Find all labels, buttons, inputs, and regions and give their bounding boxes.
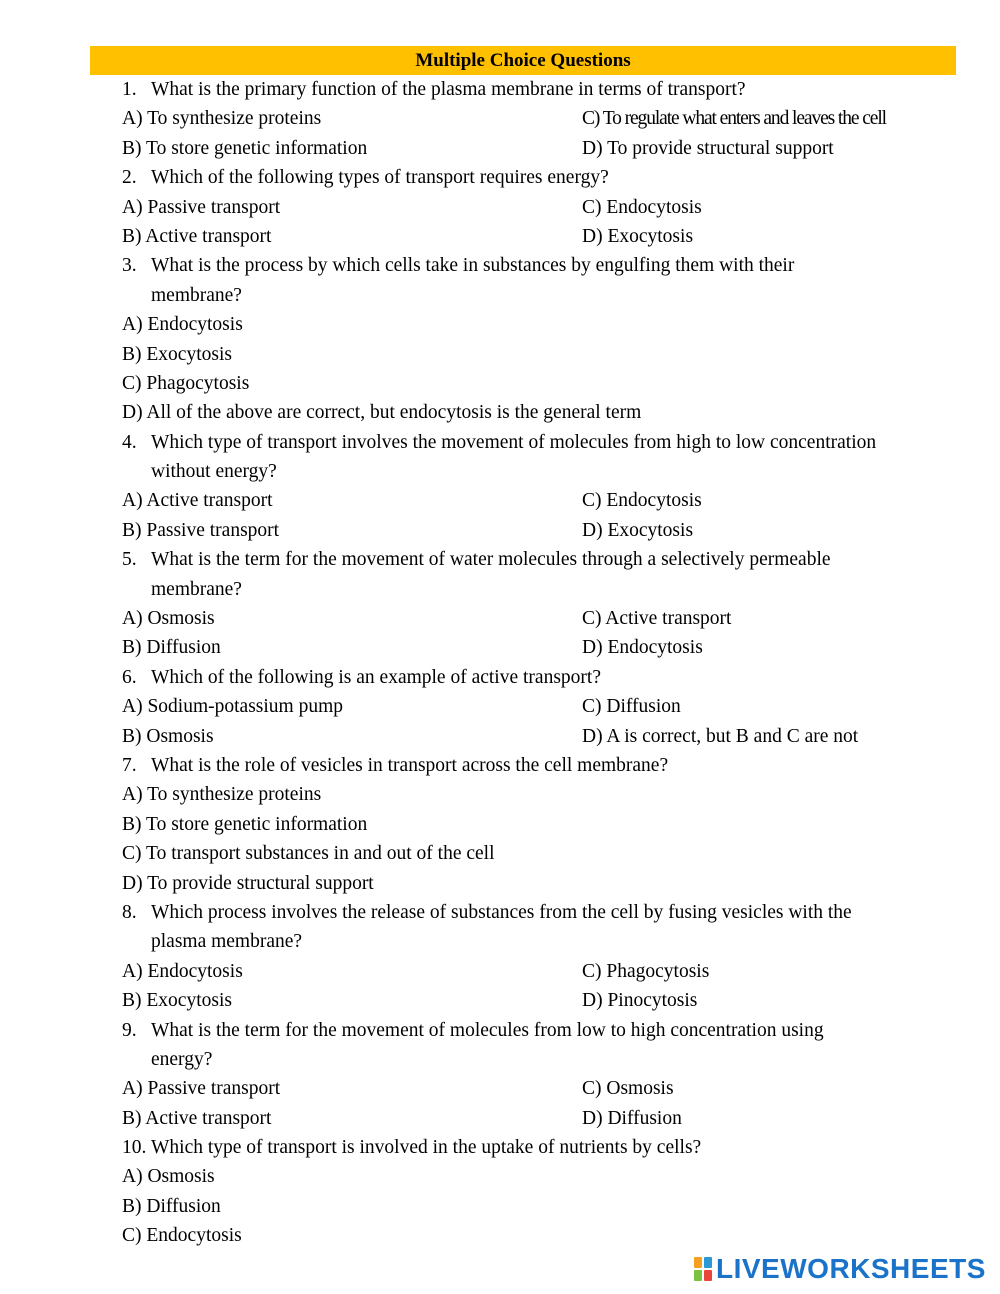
- answer-option[interactable]: B) Active transport: [122, 225, 272, 247]
- question-text: [122, 663, 952, 692]
- answer-option[interactable]: B) Diffusion: [122, 1195, 221, 1217]
- option-row: [122, 722, 952, 751]
- option-row: [122, 222, 952, 251]
- option-row: [122, 1074, 952, 1103]
- answer-option[interactable]: B) To store genetic information: [122, 813, 368, 835]
- answer-option[interactable]: A) Osmosis: [122, 608, 215, 630]
- answer-option[interactable]: D) Endocytosis: [582, 637, 703, 659]
- option-row: [122, 134, 952, 163]
- answer-option[interactable]: A) Active transport: [122, 490, 273, 512]
- question-list: [122, 75, 952, 1251]
- question-text: [122, 428, 952, 457]
- question-text-continued: [122, 457, 952, 486]
- question-number: 2.: [122, 167, 137, 189]
- answer-option[interactable]: A) Endocytosis: [122, 314, 243, 336]
- question-text: [122, 751, 952, 780]
- question-label: Which type of transport involves the movement of molecules from high to low concentration: [151, 431, 877, 453]
- answer-option[interactable]: C) Active transport: [582, 608, 732, 630]
- question-number: 6.: [122, 666, 137, 688]
- answer-option-text: C) To regulate what enters and leaves the cell: [582, 108, 886, 130]
- option-row: [122, 516, 952, 545]
- logo-block: [694, 1270, 702, 1281]
- question-number: 4.: [122, 431, 137, 453]
- question-text: [122, 75, 952, 104]
- answer-option[interactable]: [582, 104, 886, 133]
- option-row: [122, 1104, 952, 1133]
- question-label: What is the term for the movement of molecules from low to high concentration using: [151, 1019, 824, 1041]
- option-row: [122, 692, 952, 721]
- question-label: Which of the following types of transport requires energy?: [151, 167, 609, 189]
- answer-option[interactable]: C) Diffusion: [582, 696, 681, 718]
- liveworksheets-logo: [694, 1254, 986, 1284]
- question-label: Which of the following is an example of active transport?: [151, 666, 601, 688]
- answer-option[interactable]: A) Osmosis: [122, 1166, 215, 1188]
- answer-option[interactable]: B) To store genetic information: [122, 137, 368, 159]
- question-label: plasma membrane?: [151, 931, 303, 953]
- question-text-continued: [122, 281, 952, 310]
- question-label: Which process involves the release of substances from the cell by fusing vesicles with the: [151, 901, 852, 923]
- answer-option[interactable]: C) To transport substances in and out of the cell: [122, 843, 495, 865]
- answer-option[interactable]: A) Sodium-potassium pump: [122, 696, 344, 718]
- question-label: What is the role of vesicles in transport across the cell membrane?: [151, 754, 669, 776]
- question-label: Which type of transport is involved in the uptake of nutrients by cells?: [151, 1137, 702, 1159]
- answer-option[interactable]: D) All of the above are correct, but endocytosis is the general term: [122, 402, 642, 424]
- answer-option[interactable]: D) A is correct, but B and C are not: [582, 725, 859, 747]
- answer-option[interactable]: A) Passive transport: [122, 196, 281, 218]
- answer-option[interactable]: D) Exocytosis: [582, 225, 694, 247]
- answer-option[interactable]: C) Osmosis: [582, 1078, 674, 1100]
- question-text-continued: [122, 575, 952, 604]
- question-number: 9.: [122, 1019, 137, 1041]
- question-number: 8.: [122, 901, 137, 923]
- answer-option[interactable]: D) Exocytosis: [582, 519, 694, 541]
- option-row: [122, 486, 952, 515]
- question-label: What is the process by which cells take in substances by engulfing them with their: [151, 255, 795, 277]
- question-number: 5.: [122, 549, 137, 571]
- question-label: membrane?: [151, 578, 242, 600]
- section-title: Multiple Choice Questions: [415, 50, 631, 71]
- question-label: What is the term for the movement of water molecules through a selectively permeable: [151, 549, 831, 571]
- answer-option[interactable]: A) To synthesize proteins: [122, 784, 322, 806]
- question-text-continued: [122, 1045, 952, 1074]
- answer-option[interactable]: B) Osmosis: [122, 725, 214, 747]
- answer-option[interactable]: C) Endocytosis: [122, 1225, 242, 1247]
- answer-option[interactable]: B) Active transport: [122, 1107, 272, 1129]
- question-label: energy?: [151, 1048, 213, 1070]
- answer-option[interactable]: B) Diffusion: [122, 637, 221, 659]
- answer-option[interactable]: D) To provide structural support: [122, 872, 374, 894]
- answer-option[interactable]: B) Exocytosis: [122, 990, 232, 1012]
- question-text: [122, 1016, 952, 1045]
- question-label: without energy?: [151, 461, 277, 483]
- answer-option[interactable]: C) Phagocytosis: [582, 960, 710, 982]
- question-number: 1.: [122, 79, 137, 100]
- option-row: [122, 604, 952, 633]
- option-row: [122, 633, 952, 662]
- option-row: [122, 193, 952, 222]
- answer-option[interactable]: B) Exocytosis: [122, 343, 232, 365]
- question-text: [122, 898, 952, 927]
- question-number: 3.: [122, 255, 137, 277]
- question-text: [122, 545, 952, 574]
- answer-option[interactable]: B) Passive transport: [122, 519, 280, 541]
- logo-block: [704, 1270, 712, 1281]
- brand-name: LIVEWORKSHEETS: [716, 1253, 986, 1284]
- question-text-continued: [122, 927, 952, 956]
- logo-block: [704, 1257, 712, 1268]
- answer-option[interactable]: D) To provide structural support: [582, 137, 834, 159]
- logo-icon: [694, 1257, 712, 1281]
- question-text: [122, 251, 952, 280]
- answer-option[interactable]: C) Phagocytosis: [122, 372, 250, 394]
- question-text: [122, 1133, 952, 1162]
- section-header: [90, 46, 956, 75]
- option-row: [122, 104, 952, 133]
- answer-option[interactable]: C) Endocytosis: [582, 196, 702, 218]
- question-label: membrane?: [151, 284, 242, 306]
- logo-block: [694, 1257, 702, 1268]
- answer-option[interactable]: A) Endocytosis: [122, 960, 243, 982]
- question-label: What is the primary function of the plasma membrane in terms of transport?: [151, 79, 746, 100]
- answer-option[interactable]: A) To synthesize proteins: [122, 108, 322, 130]
- answer-option[interactable]: A) Passive transport: [122, 1078, 281, 1100]
- question-number: 7.: [122, 754, 137, 776]
- question-text: [122, 163, 952, 192]
- answer-option[interactable]: D) Diffusion: [582, 1107, 682, 1129]
- question-number: 10.: [122, 1137, 147, 1159]
- answer-option[interactable]: D) Pinocytosis: [582, 990, 698, 1012]
- answer-option[interactable]: C) Endocytosis: [582, 490, 702, 512]
- option-row: [122, 957, 952, 986]
- option-row: [122, 986, 952, 1015]
